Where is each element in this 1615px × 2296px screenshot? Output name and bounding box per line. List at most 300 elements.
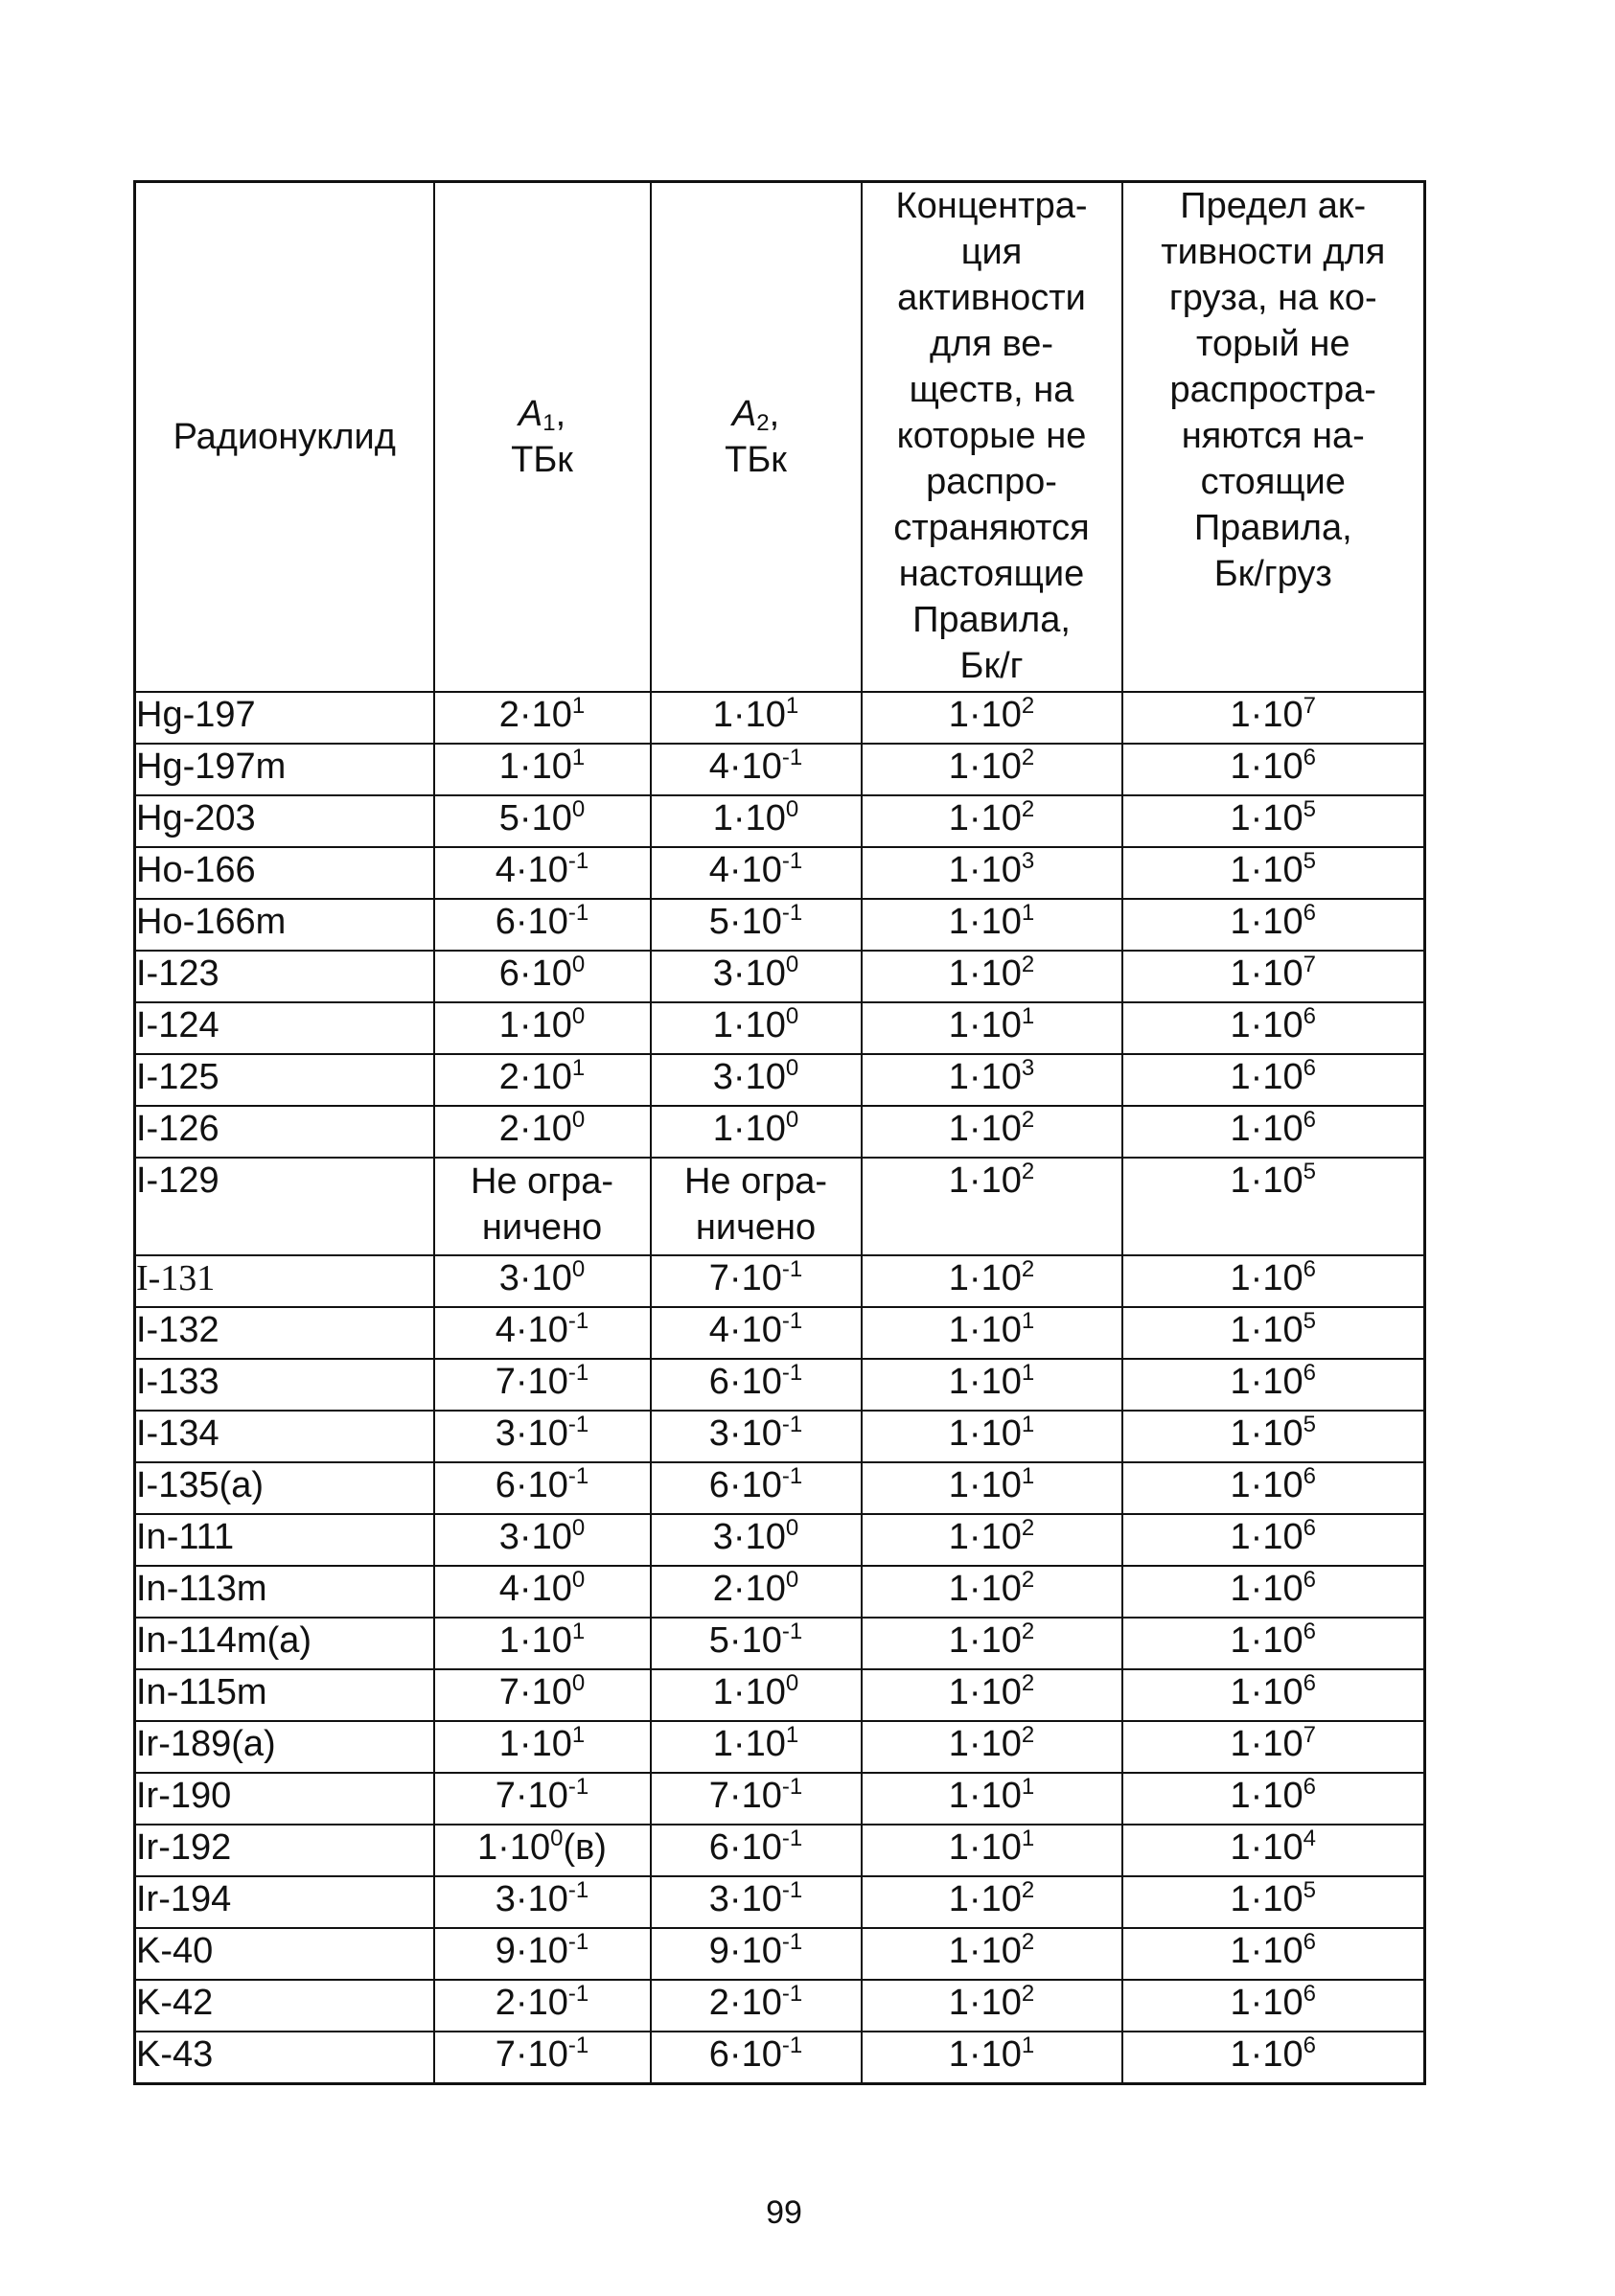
cell-a2-exponent: -1	[781, 848, 803, 874]
cell-limit-mantissa: 1·10	[1230, 1160, 1304, 1201]
cell-concentration-mantissa: 1·10	[948, 1109, 1022, 1149]
cell-concentration-exponent: 1	[1021, 900, 1035, 926]
cell-a1	[434, 1876, 651, 1928]
table-row	[135, 2032, 1425, 2084]
cell-a2-exponent: 0	[785, 1515, 799, 1541]
cell-concentration	[862, 951, 1122, 1002]
cell-nuclide: Hg-203	[135, 795, 434, 847]
cell-a2	[651, 1002, 862, 1054]
cell-a1-mantissa: 4·10	[495, 1310, 568, 1350]
cell-limit-mantissa: 1·10	[1230, 1620, 1304, 1661]
cell-limit-exponent: 6	[1303, 1670, 1316, 1696]
cell-limit	[1122, 1773, 1425, 1825]
cell-limit-exponent: 6	[1303, 1567, 1316, 1593]
cell-a2-exponent: -1	[781, 1360, 803, 1386]
header-a1-symbol: A	[518, 394, 543, 434]
cell-a2	[651, 1307, 862, 1359]
table-row	[135, 1462, 1425, 1514]
table-row	[135, 1721, 1425, 1773]
cell-a1	[434, 2032, 651, 2084]
cell-limit-exponent: 6	[1303, 1055, 1316, 1081]
cell-a2-exponent: 1	[785, 1722, 799, 1748]
header-a2-index: 2	[756, 410, 770, 436]
cell-concentration	[862, 1566, 1122, 1618]
cell-a1-exponent: -1	[567, 1981, 589, 2007]
cell-limit-exponent: 5	[1303, 1159, 1316, 1184]
cell-limit-exponent: 4	[1303, 1825, 1316, 1851]
cell-concentration	[862, 1002, 1122, 1054]
cell-concentration-exponent: 2	[1021, 1256, 1035, 1282]
cell-limit	[1122, 1928, 1425, 1980]
cell-concentration-mantissa: 1·10	[948, 953, 1022, 994]
cell-concentration	[862, 1255, 1122, 1307]
cell-concentration-exponent: 3	[1021, 848, 1035, 874]
cell-concentration	[862, 1618, 1122, 1669]
radionuclide-table	[133, 180, 1426, 2085]
cell-limit-exponent: 6	[1303, 1981, 1316, 2007]
cell-limit-mantissa: 1·10	[1230, 1879, 1304, 1919]
cell-a1-exponent: 1	[571, 1722, 586, 1748]
cell-nuclide: I-123	[135, 951, 434, 1002]
table-row	[135, 847, 1425, 899]
cell-a2	[651, 692, 862, 744]
cell-a1-mantissa: 2·10	[495, 1983, 568, 2023]
cell-limit-mantissa: 1·10	[1230, 1005, 1304, 1045]
cell-concentration-mantissa: 1·10	[948, 1879, 1022, 1919]
cell-concentration-exponent: 2	[1021, 1567, 1035, 1593]
cell-concentration-exponent: 1	[1021, 1003, 1035, 1029]
cell-a1	[434, 1618, 651, 1669]
cell-nuclide: I-131	[135, 1255, 434, 1307]
cell-a2-exponent: 0	[785, 1567, 799, 1593]
cell-limit	[1122, 1618, 1425, 1669]
cell-concentration-mantissa: 1·10	[948, 1310, 1022, 1350]
cell-a2-mantissa: 1·10	[712, 798, 786, 838]
cell-limit-exponent: 6	[1303, 1515, 1316, 1541]
table-row	[135, 1669, 1425, 1721]
cell-a1	[434, 1462, 651, 1514]
cell-nuclide: K-43	[135, 2032, 434, 2084]
cell-a1-exponent: 0	[571, 796, 586, 822]
cell-a1-exponent: -1	[567, 1929, 589, 1955]
cell-a1	[434, 1721, 651, 1773]
cell-a2-exponent: -1	[781, 1929, 803, 1955]
cell-a1	[434, 1307, 651, 1359]
table-row	[135, 1106, 1425, 1158]
cell-concentration	[862, 795, 1122, 847]
cell-concentration-mantissa: 1·10	[948, 1620, 1022, 1661]
cell-limit-exponent: 6	[1303, 745, 1316, 770]
cell-a1	[434, 1825, 651, 1876]
cell-a2	[651, 1721, 862, 1773]
cell-limit	[1122, 951, 1425, 1002]
cell-concentration-mantissa: 1·10	[948, 1413, 1022, 1454]
cell-nuclide: In-111	[135, 1514, 434, 1566]
cell-a2-exponent: -1	[781, 745, 803, 770]
header-concentration	[862, 182, 1122, 693]
cell-a2-exponent: -1	[781, 1877, 803, 1903]
cell-concentration	[862, 1359, 1122, 1411]
cell-limit-mantissa: 1·10	[1230, 1109, 1304, 1149]
cell-concentration	[862, 1876, 1122, 1928]
cell-nuclide: I-135(a)	[135, 1462, 434, 1514]
cell-a1-exponent: 0	[571, 952, 586, 977]
cell-a2-mantissa: 6·10	[708, 2034, 782, 2075]
cell-concentration-mantissa: 1·10	[948, 902, 1022, 942]
cell-a1-mantissa: 1·10	[498, 1620, 572, 1661]
cell-a2-mantissa: 3·10	[712, 1517, 786, 1557]
cell-limit-exponent: 6	[1303, 2032, 1316, 2058]
cell-nuclide: Ir-190	[135, 1773, 434, 1825]
cell-a2-mantissa: 3·10	[708, 1413, 782, 1454]
cell-a1-exponent: -1	[567, 848, 589, 874]
table-row	[135, 1002, 1425, 1054]
cell-concentration-exponent: 2	[1021, 1722, 1035, 1748]
cell-a2	[651, 1411, 862, 1462]
cell-limit	[1122, 1721, 1425, 1773]
cell-a2-mantissa: 3·10	[712, 953, 786, 994]
cell-concentration-exponent: 1	[1021, 1825, 1035, 1851]
cell-a1-exponent: 0	[571, 1567, 586, 1593]
cell-limit-exponent: 6	[1303, 900, 1316, 926]
cell-a2	[651, 1618, 862, 1669]
cell-limit	[1122, 847, 1425, 899]
cell-concentration	[862, 1411, 1122, 1462]
cell-concentration	[862, 1106, 1122, 1158]
cell-a1-mantissa: 9·10	[495, 1931, 568, 1971]
cell-a2-exponent: 0	[785, 796, 799, 822]
cell-a1	[434, 1255, 651, 1307]
cell-limit-mantissa: 1·10	[1230, 1310, 1304, 1350]
cell-concentration-mantissa: 1·10	[948, 2034, 1022, 2075]
cell-a1-exponent: -1	[567, 1463, 589, 1489]
cell-a1-exponent: -1	[567, 1360, 589, 1386]
cell-limit-mantissa: 1·10	[1230, 746, 1304, 787]
cell-concentration-mantissa: 1·10	[948, 850, 1022, 890]
cell-concentration-mantissa: 1·10	[948, 1724, 1022, 1764]
table-row	[135, 1928, 1425, 1980]
table-row	[135, 1514, 1425, 1566]
cell-limit-exponent: 6	[1303, 1774, 1316, 1800]
cell-a2	[651, 1980, 862, 2032]
cell-a1-exponent: -1	[567, 1308, 589, 1334]
cell-limit-mantissa: 1·10	[1230, 2034, 1304, 2075]
cell-concentration-mantissa: 1·10	[948, 695, 1022, 735]
cell-a2-mantissa: 5·10	[708, 902, 782, 942]
cell-concentration-mantissa: 1·10	[948, 1362, 1022, 1402]
cell-nuclide: K-40	[135, 1928, 434, 1980]
cell-limit	[1122, 1307, 1425, 1359]
cell-a2	[651, 1054, 862, 1106]
cell-a1	[434, 1106, 651, 1158]
cell-concentration	[862, 1928, 1122, 1980]
header-a1	[434, 182, 651, 693]
table-row	[135, 1411, 1425, 1462]
cell-a2-exponent: -1	[781, 1619, 803, 1644]
cell-limit	[1122, 1876, 1425, 1928]
cell-concentration	[862, 1669, 1122, 1721]
cell-a1-note: (в)	[563, 1827, 607, 1868]
cell-a2	[651, 899, 862, 951]
cell-limit-exponent: 6	[1303, 1360, 1316, 1386]
cell-a1-mantissa: 1·10	[498, 1005, 572, 1045]
cell-concentration-exponent: 2	[1021, 1159, 1035, 1184]
cell-a2-mantissa: 9·10	[708, 1931, 782, 1971]
table-row	[135, 951, 1425, 1002]
cell-concentration-mantissa: 1·10	[948, 1258, 1022, 1298]
cell-a1-exponent: 1	[571, 1619, 586, 1644]
cell-limit	[1122, 1462, 1425, 1514]
cell-concentration-mantissa: 1·10	[948, 1672, 1022, 1712]
table-row	[135, 692, 1425, 744]
cell-concentration-mantissa: 1·10	[948, 1827, 1022, 1868]
cell-concentration-exponent: 3	[1021, 1055, 1035, 1081]
header-limit	[1122, 182, 1425, 693]
cell-nuclide: In-114m(a)	[135, 1618, 434, 1669]
cell-limit	[1122, 1411, 1425, 1462]
cell-limit-exponent: 7	[1303, 952, 1316, 977]
header-row	[135, 182, 1425, 693]
cell-a2-mantissa: 6·10	[708, 1465, 782, 1505]
cell-concentration	[862, 744, 1122, 795]
cell-concentration-exponent: 1	[1021, 2032, 1035, 2058]
cell-a1-mantissa: 4·10	[495, 850, 568, 890]
cell-a1-exponent: 1	[571, 693, 586, 719]
table-body	[135, 692, 1425, 2084]
cell-a2-exponent: -1	[781, 1412, 803, 1437]
cell-a1	[434, 847, 651, 899]
cell-limit-mantissa: 1·10	[1230, 902, 1304, 942]
cell-a1	[434, 744, 651, 795]
cell-limit-mantissa: 1·10	[1230, 1827, 1304, 1868]
cell-a2-mantissa: 6·10	[708, 1827, 782, 1868]
header-a1-unit: , ТБк	[511, 394, 573, 480]
cell-limit-mantissa: 1·10	[1230, 850, 1304, 890]
cell-limit	[1122, 1106, 1425, 1158]
cell-a1-mantissa: 4·10	[498, 1569, 572, 1609]
cell-nuclide: K-42	[135, 1980, 434, 2032]
cell-limit	[1122, 1002, 1425, 1054]
cell-a2-exponent: 0	[785, 952, 799, 977]
cell-limit	[1122, 1158, 1425, 1255]
cell-a1	[434, 1566, 651, 1618]
cell-concentration-exponent: 2	[1021, 1619, 1035, 1644]
cell-a1-exponent: 0	[571, 1107, 586, 1133]
cell-limit-exponent: 5	[1303, 1877, 1316, 1903]
cell-concentration-exponent: 2	[1021, 1107, 1035, 1133]
cell-limit-mantissa: 1·10	[1230, 1413, 1304, 1454]
cell-a2-exponent: -1	[781, 1256, 803, 1282]
cell-a1	[434, 692, 651, 744]
cell-a1	[434, 1773, 651, 1825]
cell-limit-mantissa: 1·10	[1230, 1569, 1304, 1609]
cell-limit	[1122, 744, 1425, 795]
cell-nuclide: In-113m	[135, 1566, 434, 1618]
cell-limit	[1122, 1825, 1425, 1876]
table-row	[135, 1876, 1425, 1928]
cell-a2	[651, 951, 862, 1002]
cell-nuclide: I-126	[135, 1106, 434, 1158]
cell-limit-exponent: 5	[1303, 1308, 1316, 1334]
cell-nuclide: I-132	[135, 1307, 434, 1359]
cell-a2-exponent: 0	[785, 1107, 799, 1133]
cell-limit-mantissa: 1·10	[1230, 1258, 1304, 1298]
cell-a1	[434, 1411, 651, 1462]
cell-concentration	[862, 1721, 1122, 1773]
cell-a1: Не огра- ничено	[434, 1158, 651, 1255]
cell-a2-mantissa: 7·10	[708, 1258, 782, 1298]
header-a1-index: 1	[542, 410, 556, 436]
cell-a2	[651, 1876, 862, 1928]
cell-a2-mantissa: 3·10	[708, 1879, 782, 1919]
cell-a2	[651, 1514, 862, 1566]
cell-a2-mantissa: 7·10	[708, 1776, 782, 1816]
header-a2	[651, 182, 862, 693]
cell-limit-mantissa: 1·10	[1230, 953, 1304, 994]
cell-a2-mantissa: 1·10	[712, 1005, 786, 1045]
cell-a1-exponent: 0	[571, 1256, 586, 1282]
cell-concentration-mantissa: 1·10	[948, 1931, 1022, 1971]
cell-a2	[651, 795, 862, 847]
header-nuclide	[135, 182, 434, 693]
cell-a1-exponent: 1	[571, 745, 586, 770]
table-row	[135, 1773, 1425, 1825]
cell-a2	[651, 1566, 862, 1618]
table-row	[135, 1158, 1425, 1255]
cell-a1	[434, 1669, 651, 1721]
cell-limit	[1122, 1566, 1425, 1618]
cell-a1	[434, 899, 651, 951]
cell-a2-exponent: 0	[785, 1055, 799, 1081]
cell-a1-mantissa: 2·10	[498, 1109, 572, 1149]
cell-nuclide: Ir-192	[135, 1825, 434, 1876]
cell-concentration-exponent: 2	[1021, 1929, 1035, 1955]
cell-a2	[651, 1255, 862, 1307]
cell-a1	[434, 1928, 651, 1980]
cell-nuclide: Ir-194	[135, 1876, 434, 1928]
cell-concentration	[862, 1158, 1122, 1255]
cell-concentration-mantissa: 1·10	[948, 1057, 1022, 1097]
cell-concentration-exponent: 1	[1021, 1360, 1035, 1386]
cell-a1-mantissa: 3·10	[498, 1517, 572, 1557]
cell-nuclide: Hg-197m	[135, 744, 434, 795]
cell-limit-exponent: 6	[1303, 1256, 1316, 1282]
cell-concentration	[862, 2032, 1122, 2084]
cell-a1-exponent: -1	[567, 1774, 589, 1800]
cell-concentration	[862, 1825, 1122, 1876]
cell-concentration-exponent: 1	[1021, 1463, 1035, 1489]
cell-concentration	[862, 1980, 1122, 2032]
cell-a2	[651, 2032, 862, 2084]
cell-concentration	[862, 847, 1122, 899]
cell-a2	[651, 1825, 862, 1876]
cell-concentration-exponent: 2	[1021, 1515, 1035, 1541]
page-number: 99	[766, 2194, 802, 2231]
cell-a1-mantissa: 3·10	[495, 1413, 568, 1454]
cell-a2	[651, 1359, 862, 1411]
cell-concentration-mantissa: 1·10	[948, 1160, 1022, 1201]
cell-a1-exponent: 0	[571, 1003, 586, 1029]
cell-limit-exponent: 5	[1303, 848, 1316, 874]
cell-nuclide: I-134	[135, 1411, 434, 1462]
cell-concentration-exponent: 2	[1021, 1670, 1035, 1696]
cell-limit	[1122, 692, 1425, 744]
table-row	[135, 899, 1425, 951]
cell-a1-mantissa: 6·10	[495, 902, 568, 942]
table-row	[135, 1255, 1425, 1307]
table-row	[135, 795, 1425, 847]
cell-a2-exponent: 0	[785, 1003, 799, 1029]
cell-concentration	[862, 1054, 1122, 1106]
cell-nuclide: Ho-166m	[135, 899, 434, 951]
cell-a1	[434, 1359, 651, 1411]
cell-limit-mantissa: 1·10	[1230, 1672, 1304, 1712]
cell-a1-exponent: -1	[567, 1412, 589, 1437]
cell-a2-exponent: -1	[781, 1825, 803, 1851]
cell-limit-mantissa: 1·10	[1230, 1517, 1304, 1557]
cell-concentration	[862, 1307, 1122, 1359]
cell-a1-mantissa: 1·10	[498, 1724, 572, 1764]
cell-a2	[651, 1462, 862, 1514]
cell-a1	[434, 951, 651, 1002]
cell-a1	[434, 795, 651, 847]
table-row	[135, 744, 1425, 795]
header-a2-unit: , ТБк	[725, 394, 787, 480]
cell-a2-exponent: -1	[781, 2032, 803, 2058]
cell-limit	[1122, 795, 1425, 847]
cell-nuclide: I-125	[135, 1054, 434, 1106]
cell-a2-mantissa: 1·10	[712, 1672, 786, 1712]
cell-limit-exponent: 7	[1303, 1722, 1316, 1748]
cell-limit	[1122, 2032, 1425, 2084]
cell-concentration-exponent: 2	[1021, 796, 1035, 822]
cell-a1-exponent: -1	[567, 900, 589, 926]
cell-limit-mantissa: 1·10	[1230, 1776, 1304, 1816]
cell-concentration-mantissa: 1·10	[948, 1776, 1022, 1816]
cell-a2	[651, 1773, 862, 1825]
header-a2-symbol: A	[731, 394, 757, 434]
cell-a1-mantissa: 6·10	[498, 953, 572, 994]
cell-a2-mantissa: 1·10	[712, 1109, 786, 1149]
cell-a1-mantissa: 5·10	[498, 798, 572, 838]
cell-a2-mantissa: 1·10	[712, 1724, 786, 1764]
cell-concentration-mantissa: 1·10	[948, 746, 1022, 787]
cell-a1-exponent: 0	[571, 1515, 586, 1541]
cell-a2-mantissa: 4·10	[708, 1310, 782, 1350]
cell-concentration-mantissa: 1·10	[948, 1983, 1022, 2023]
cell-a1-mantissa: 3·10	[495, 1879, 568, 1919]
cell-a2-exponent: 0	[785, 1670, 799, 1696]
header-limit-label: Предел ак- тивности для груза, на ко- торый не распростра- няются на- стоящие Правила, Бк/груз	[1161, 186, 1386, 594]
cell-concentration-exponent: 1	[1021, 1308, 1035, 1334]
cell-limit-exponent: 6	[1303, 1003, 1316, 1029]
table-row	[135, 1307, 1425, 1359]
cell-concentration-mantissa: 1·10	[948, 1517, 1022, 1557]
cell-nuclide: I-133	[135, 1359, 434, 1411]
cell-limit-exponent: 5	[1303, 1412, 1316, 1437]
cell-a2	[651, 1928, 862, 1980]
cell-concentration-exponent: 1	[1021, 1774, 1035, 1800]
cell-a1-mantissa: 7·10	[495, 2034, 568, 2075]
table-row	[135, 1980, 1425, 2032]
cell-limit-mantissa: 1·10	[1230, 1465, 1304, 1505]
cell-concentration-mantissa: 1·10	[948, 1465, 1022, 1505]
cell-limit	[1122, 1054, 1425, 1106]
cell-a1	[434, 1980, 651, 2032]
cell-concentration-mantissa: 1·10	[948, 798, 1022, 838]
cell-limit	[1122, 899, 1425, 951]
cell-concentration-exponent: 1	[1021, 1412, 1035, 1437]
